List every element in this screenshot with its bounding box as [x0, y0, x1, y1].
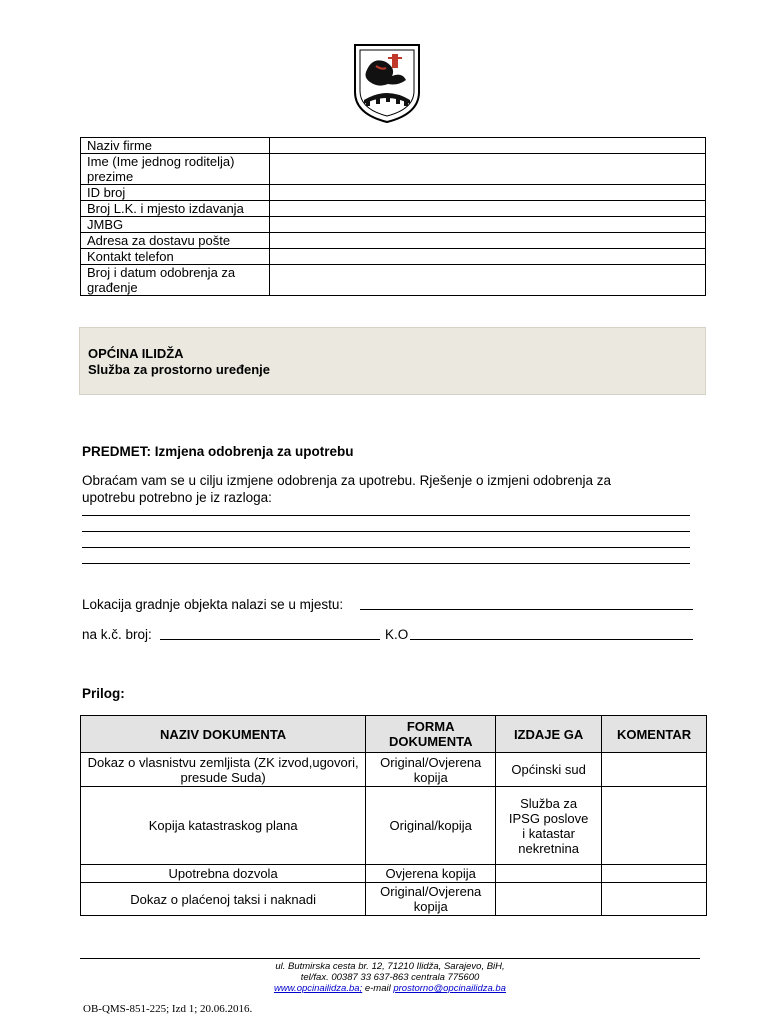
column-header: FORMA DOKUMENTA [366, 716, 496, 753]
applicant-row [81, 217, 706, 233]
field-label: Adresa za dostavu pošte [81, 233, 270, 249]
location-label: Lokacija gradnje objekta nalazi se u mjestu: [82, 597, 344, 612]
table-row [81, 865, 707, 883]
subject-heading: PREDMET: Izmjena odobrenja za upotrebu [82, 444, 354, 459]
table-cell[interactable] [602, 865, 707, 883]
reason-line-1[interactable] [82, 515, 690, 516]
table-cell: Ovjerena kopija [366, 865, 496, 883]
field-label: JMBG [81, 217, 270, 233]
table-cell[interactable] [602, 753, 707, 787]
table-cell: Dokaz o plaćenoj taksi i naknadi [81, 883, 366, 916]
applicant-row [81, 185, 706, 201]
reason-line-4[interactable] [82, 563, 690, 564]
field-label: Broj L.K. i mjesto izdavanja [81, 201, 270, 217]
parcel-label: na k.č. broj: [82, 627, 152, 642]
field-input[interactable] [270, 217, 706, 233]
table-cell[interactable] [602, 787, 707, 865]
applicant-row [81, 201, 706, 217]
field-label: Kontakt telefon [81, 249, 270, 265]
applicant-row [81, 233, 706, 249]
field-input[interactable] [270, 138, 706, 154]
applicant-row [81, 249, 706, 265]
ko-label: K.O [385, 627, 409, 642]
field-label: Ime (Ime jednog roditelja) prezime [81, 154, 270, 185]
table-cell: Općinski sud [496, 753, 602, 787]
field-label: Naziv firme [81, 138, 270, 154]
table-cell: Original/Ovjerena kopija [366, 883, 496, 916]
footer-contacts [180, 983, 600, 994]
field-input[interactable] [270, 201, 706, 217]
attachments-heading: Prilog: [82, 686, 125, 701]
column-header: KOMENTAR [602, 716, 707, 753]
table-cell: Original/Ovjerena kopija [366, 753, 496, 787]
ko-input-line[interactable] [410, 639, 693, 640]
document-id: OB-QMS-851-225; Izd 1; 20.06.2016. [83, 1003, 253, 1015]
location-input-line[interactable] [360, 609, 693, 610]
table-header-row [81, 716, 707, 753]
email-link[interactable]: prostorno@opcinailidza.ba [393, 983, 506, 994]
table-row [81, 753, 707, 787]
table-cell: Original/kopija [366, 787, 496, 865]
table-cell: Služba za IPSG poslove i katastar nekretnina [496, 787, 602, 865]
table-cell[interactable] [602, 883, 707, 916]
applicant-info-table [80, 137, 706, 296]
field-input[interactable] [270, 265, 706, 296]
footer [180, 961, 600, 994]
footer-phone: tel/fax. 00387 33 637-863 centrala 775600 [300, 972, 480, 983]
field-input[interactable] [270, 154, 706, 185]
email-label: e-mail [364, 983, 391, 994]
applicant-row [81, 265, 706, 296]
office-name: OPĆINA ILIDŽA [88, 346, 184, 361]
column-header: NAZIV DOKUMENTA [81, 716, 366, 753]
field-input[interactable] [270, 233, 706, 249]
table-cell: Upotrebna dozvola [81, 865, 366, 883]
applicant-row [81, 154, 706, 185]
applicant-row [81, 138, 706, 154]
municipal-crest-icon [352, 42, 422, 124]
table-cell: Dokaz o vlasnistvu zemljista (ZK izvod,ugovori, presude Suda) [81, 753, 366, 787]
footer-address: ul. Butmirska cesta br. 12, 71210 Ilidža, Sarajevo, BiH, [275, 961, 505, 972]
footer-divider [80, 958, 700, 959]
reason-line-2[interactable] [82, 531, 690, 532]
column-header: IZDAJE GA [496, 716, 602, 753]
attachments-table [80, 715, 707, 916]
table-cell: Kopija katastraskog plana [81, 787, 366, 865]
office-department: Služba za prostorno uređenje [88, 362, 271, 377]
office-box [79, 327, 706, 395]
field-label: Broj i datum odobrenja za građenje [81, 265, 270, 296]
parcel-input-line[interactable] [160, 639, 380, 640]
field-input[interactable] [270, 249, 706, 265]
table-cell[interactable] [496, 865, 602, 883]
table-row [81, 883, 707, 916]
field-input[interactable] [270, 185, 706, 201]
field-label: ID broj [81, 185, 270, 201]
reason-line-3[interactable] [82, 547, 690, 548]
table-row [81, 787, 707, 865]
body-text: Obraćam vam se u cilju izmjene odobrenja za upotrebu. Rješenje o izmjeni odobrenja za upotrebu potrebno je iz razloga: [82, 473, 612, 505]
website-link[interactable]: www.opcinailidza.ba; [274, 983, 363, 994]
table-cell[interactable] [496, 883, 602, 916]
